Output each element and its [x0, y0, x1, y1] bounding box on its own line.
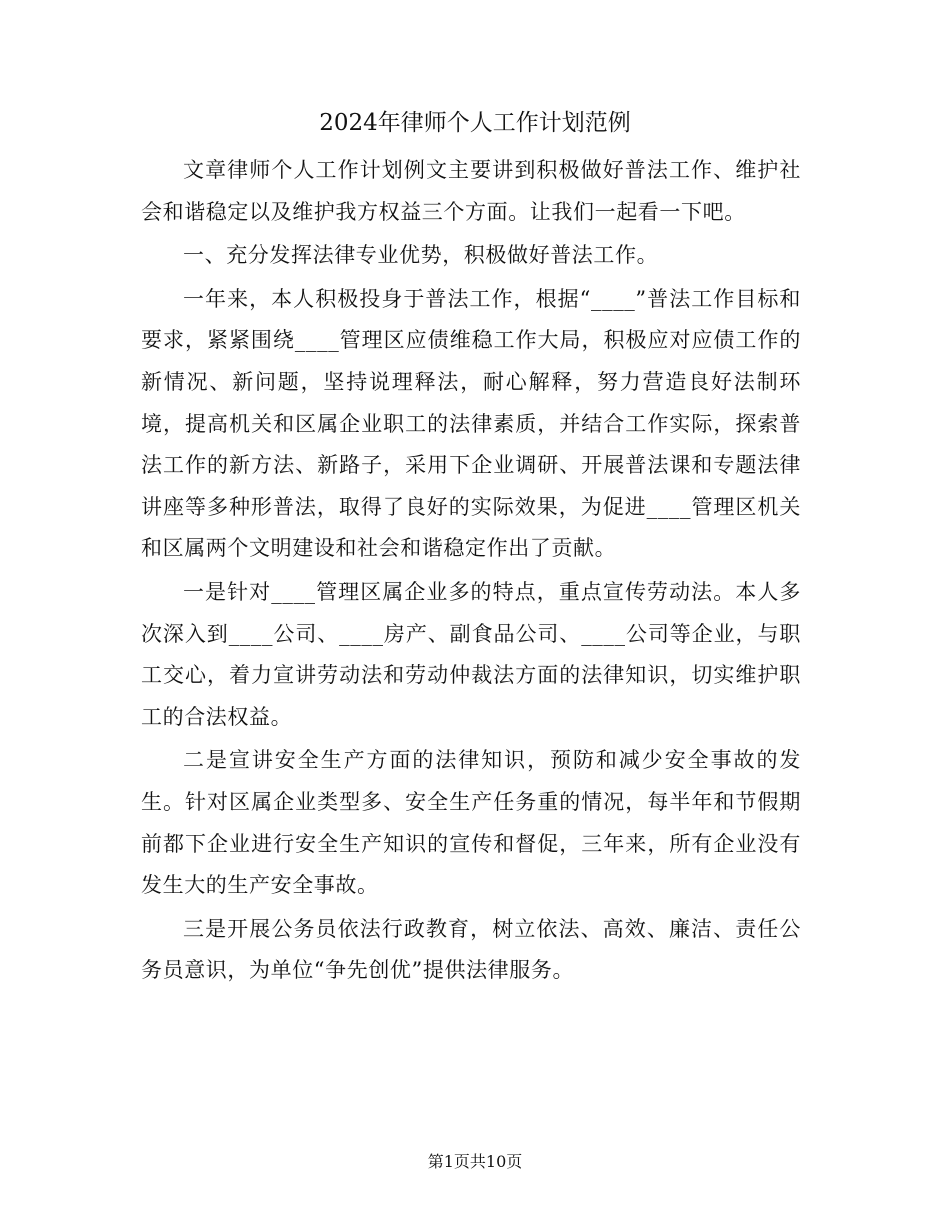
paragraph-point-3: 三是开展公务员依法行政教育，树立依法、高效、廉洁、责任公务员意识，为单位“争先创优”提供法律服务。	[141, 916, 801, 983]
paragraph-point-1: 一是针对____管理区属企业多的特点，重点宣传劳动法。本人多次深入到____公司、____房产、副食品公司、____公司等企业，与职工交心，着力宣讲劳动法和劳动仲裁法方面的法律知识，切实维护职工的合法权益。	[141, 579, 801, 729]
paragraph-point-2: 二是宣讲安全生产方面的法律知识，预防和减少安全事故的发生。针对区属企业类型多、安全生产任务重的情况，每半年和节假期前都下企业进行安全生产知识的宣传和督促，三年来，所有企业没有发生大的生产安全事故。	[141, 748, 801, 898]
paragraph-overview: 一年来，本人积极投身于普法工作，根据“____”普法工作目标和要求，紧紧围绕____管理区应债维稳工作大局，积极应对应债工作的新情况、新问题，坚持说理释法，耐心解释，努力营造良好法制环境，提高机关和区属企业职工的法律素质，并结合工作实际，探索普法工作的新方法、新路子，采用下企业调研、开展普法课和专题法律讲座等多种形普法，取得了良好的实际效果，为促进____管理区机关和区属两个文明建设和社会和谐稳定作出了贡献。	[141, 286, 801, 561]
document-body	[141, 150, 801, 994]
document-title: 2024年律师个人工作计划范例	[319, 110, 631, 136]
page-number-footer: 第1页共10页	[427, 1152, 523, 1171]
section-heading-1: 一、充分发挥法律专业优势，积极做好普法工作。	[183, 243, 659, 268]
paragraph-intro: 文章律师个人工作计划例文主要讲到积极做好普法工作、维护社会和谐稳定以及维护我方权益三个方面。让我们一起看一下吧。	[141, 158, 801, 224]
